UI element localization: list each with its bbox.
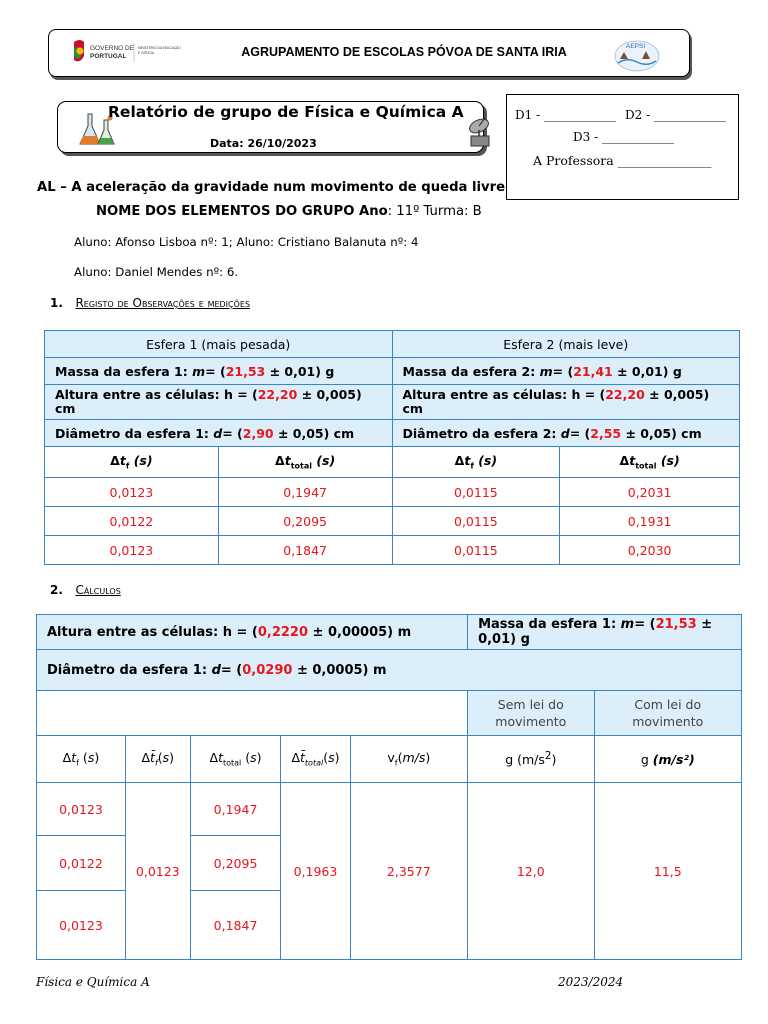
section-2-title: Cálculos [75, 583, 121, 597]
grade-d3: D3 - ____________ [573, 130, 674, 144]
empty-cell [37, 691, 468, 736]
school-logo-text: AEPSI [626, 43, 646, 50]
sphere-2-header: Esfera 2 (mais leve) [392, 331, 740, 358]
calc-height: Altura entre as células: h = (0,2220 ± 0,00005) m [37, 615, 468, 650]
col-header-ttotal-mean: $\Delta t̄_{total}(s)$ [281, 736, 350, 783]
gov-logo-line-2: PORTUGAL [90, 53, 127, 60]
col-header-tf-mean: $\Delta t̄_f(s)$ [125, 736, 190, 783]
table-cell: 0,0123 [125, 783, 190, 960]
sphere-1-diameter: Diâmetro da esfera 1: d= (2,90 ± 0,05) cm [45, 420, 393, 447]
student-line-2: Aluno: Daniel Mendes nº: 6. [74, 265, 239, 279]
sphere-2-mass: Massa da esfera 2: m= (21,41 ± 0,01) g [392, 358, 740, 385]
sphere-1-height: Altura entre as células: h = (22,20 ± 0,005) cm [45, 385, 393, 420]
col-header-tf-1: $\Delta t_f$ (s) [45, 447, 219, 478]
ministry-line-1: MINISTÉRIO DA EDUCAÇÃO [138, 46, 181, 50]
table-cell: 0,0123 [37, 891, 126, 960]
table-cell: 2,3577 [350, 783, 468, 960]
table-cell: 0,0115 [392, 507, 560, 536]
calc-diameter: Diâmetro da esfera 1: d= (0,0290 ± 0,0005) m [37, 650, 742, 691]
group-label: NOME DOS ELEMENTOS DO GRUPO Ano [96, 204, 388, 219]
section-2-number: 2. [50, 583, 63, 597]
report-date: Data: 26/10/2023 [210, 137, 317, 150]
table-cell: 0,0123 [37, 783, 126, 836]
table-cell: 0,0123 [45, 536, 219, 565]
calculations-table [36, 614, 742, 960]
table-cell: 0,2095 [190, 836, 281, 891]
observations-table [44, 330, 740, 565]
gov-logo-line-1: GOVERNO DE [90, 45, 135, 52]
section-1-heading [50, 296, 250, 310]
table-cell: 0,0115 [392, 478, 560, 507]
calc-mass: Massa da esfera 1: m= (21,53 ± 0,01) g [468, 615, 742, 650]
table-cell: 0,2095 [218, 507, 392, 536]
col-header-vf: $v_f(m/s)$ [350, 736, 468, 783]
col-header-g-with: g (m/s²) [594, 736, 742, 783]
school-name: AGRUPAMENTO DE ESCOLAS PÓVOA DE SANTA IRIA [241, 45, 567, 59]
table-cell: 0,1947 [190, 783, 281, 836]
report-title: Relatório de grupo de Física e Química A [108, 103, 464, 121]
col-header-ttotal-1: $\Delta t_{total}$ (s) [218, 447, 392, 478]
ministry-line-2: E CIÊNCIA [138, 51, 154, 55]
table-cell: 0,0115 [392, 536, 560, 565]
col-header-g-without: g $(m/s^2)$ [468, 736, 594, 783]
group-header-without-law: Sem lei do movimento [468, 691, 594, 736]
section-2-heading [50, 583, 121, 597]
grade-d2: D2 - ____________ [625, 108, 726, 122]
teacher-signature: A Professora _______________ [533, 153, 712, 168]
table-cell: 0,2030 [560, 536, 740, 565]
section-1-title: Registo de Observações e medições [75, 296, 251, 310]
table-cell: 0,1847 [218, 536, 392, 565]
school-logo [612, 37, 662, 73]
table-cell: 0,1931 [560, 507, 740, 536]
table-cell: 0,0122 [45, 507, 219, 536]
sphere-1-mass: Massa da esfera 1: m= (21,53 ± 0,01) g [45, 358, 393, 385]
footer-subject: Física e Química A [36, 975, 150, 989]
col-header-ttotal: $\Delta t_{total}$ (s) [190, 736, 281, 783]
table-cell: 0,0123 [45, 478, 219, 507]
table-cell: 11,5 [594, 783, 742, 960]
group-header-with-law: Com lei do movimento [594, 691, 742, 736]
student-line-1: Aluno: Afonso Lisboa nº: 1; Aluno: Cristiano Balanuta nº: 4 [74, 235, 419, 249]
sphere-2-height: Altura entre as células: h = (22,20 ± 0,005) cm [392, 385, 740, 420]
group-info [96, 204, 482, 219]
table-cell: 0,1847 [190, 891, 281, 960]
activity-title: AL – A aceleração da gravidade num movimento de queda livre [37, 180, 506, 195]
table-cell: 12,0 [468, 783, 594, 960]
sphere-2-diameter: Diâmetro da esfera 2: d= (2,55 ± 0,05) cm [392, 420, 740, 447]
group-year-class: : 11º Turma: B [387, 204, 482, 219]
section-1-number: 1. [50, 296, 63, 310]
table-cell: 0,2031 [560, 478, 740, 507]
sphere-1-header: Esfera 1 (mais pesada) [45, 331, 393, 358]
col-header-tf-2: $\Delta t_f$ (s) [392, 447, 560, 478]
table-cell: 0,1963 [281, 783, 350, 960]
grades-box [506, 94, 739, 200]
footer-year: 2023/2024 [558, 975, 624, 989]
table-cell: 0,1947 [218, 478, 392, 507]
table-cell: 0,0122 [37, 836, 126, 891]
col-header-ttotal-2: $\Delta t_{total}$ (s) [560, 447, 740, 478]
grade-d1: D1 - ____________ [515, 108, 616, 122]
satellite-dish-icon [465, 112, 495, 150]
col-header-tf: $\Delta t_f$ (s) [37, 736, 126, 783]
